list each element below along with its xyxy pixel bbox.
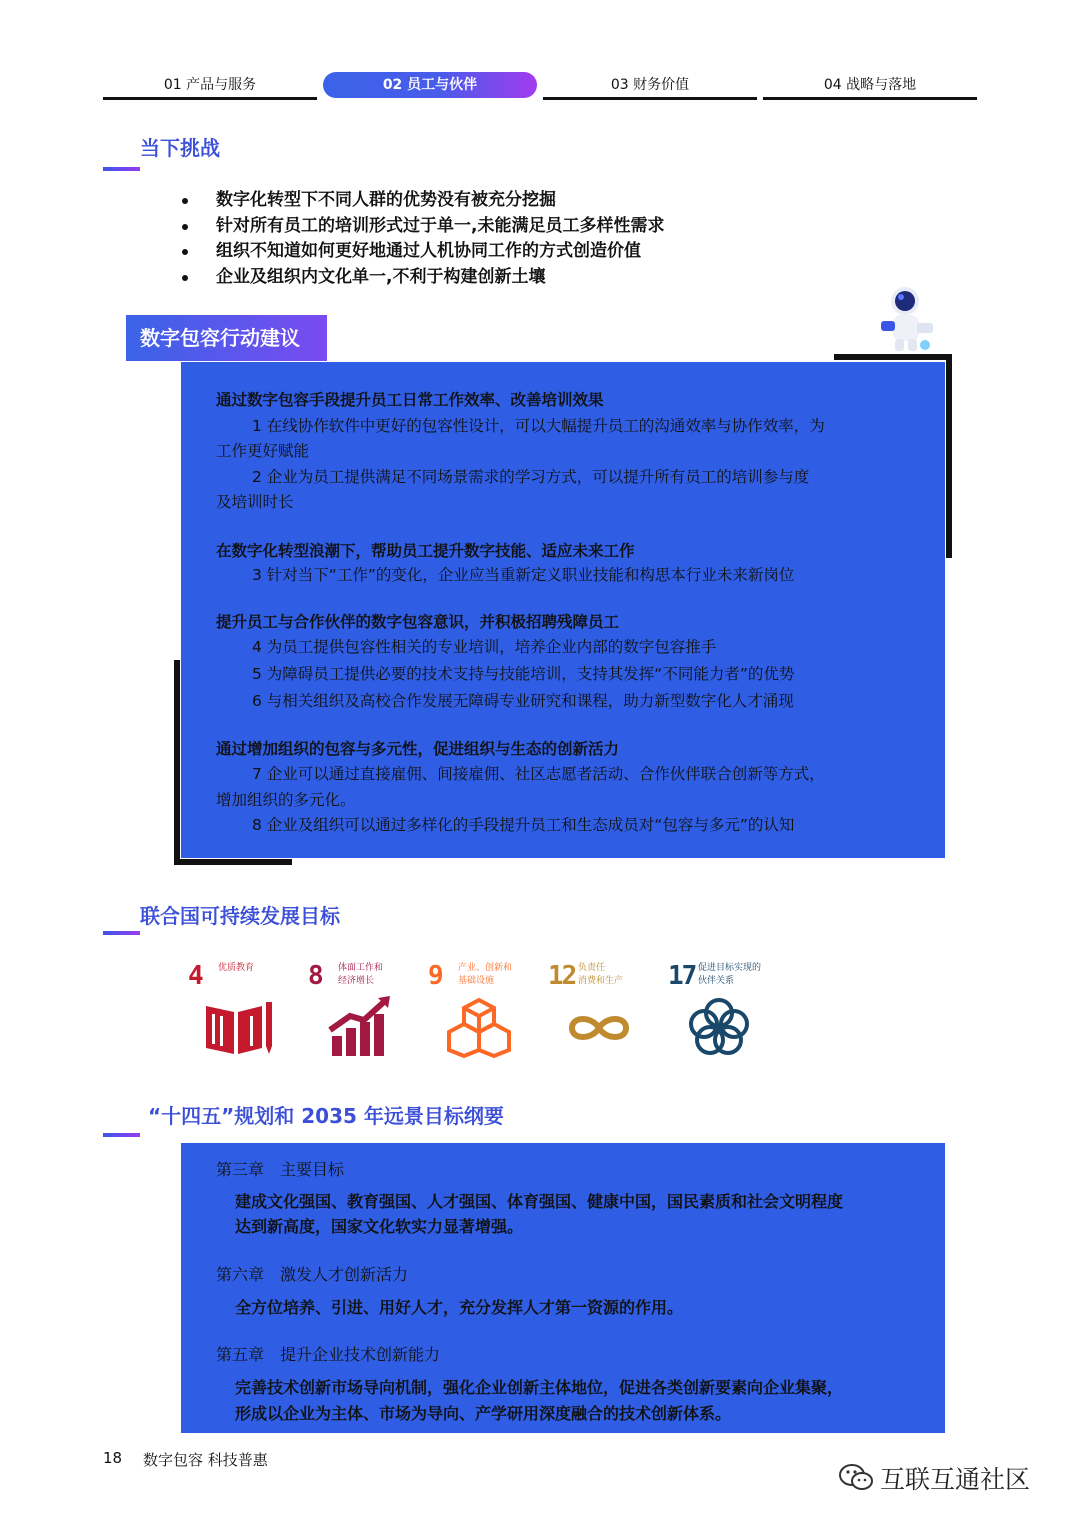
tab-label: 01 产品与服务 xyxy=(163,77,257,93)
tab-strategy-landing[interactable] xyxy=(763,72,977,98)
tab-employees-partners[interactable] xyxy=(323,72,537,98)
chapter-body: 完善技术创新市场导向机制，强化企业创新主体地位，促进各类创新要素向企业集聚， xyxy=(235,1378,844,1397)
sdg-label: 负责任 消费和生产 xyxy=(578,963,624,986)
heading-accent-bar xyxy=(103,931,140,935)
chapter-title: 第三章 主要目标 xyxy=(216,1160,345,1179)
action-group-heading: 提升员工与合作伙伴的数字包容意识，并积极招聘残障员工 xyxy=(216,613,620,631)
action-item: 3 针对当下“工作”的变化，企业应当重新定义职业技能和构思本行业未来新岗位 xyxy=(252,566,795,584)
action-group-heading: 通过增加组织的包容与多元性，促进组织与生态的创新活力 xyxy=(216,740,620,758)
action-item: 2 企业为员工提供满足不同场景需求的学习方式，可以提升所有员工的培训参与度 xyxy=(252,468,810,486)
sdg-goal-12 xyxy=(542,960,654,1066)
tab-label: 04 战略与落地 xyxy=(823,77,917,93)
tab-underline xyxy=(763,97,977,100)
sdg-number: 9 xyxy=(428,961,442,991)
book-pencil-icon xyxy=(204,996,274,1058)
astronaut-illustration xyxy=(873,285,943,355)
challenges-heading: 当下挑战 xyxy=(140,136,220,160)
sdg-label: 产业、创新和 基础设施 xyxy=(458,963,513,986)
chapter-title: 第五章 提升企业技术创新能力 xyxy=(216,1345,441,1364)
plan-heading: “十四五”规划和 2035 年远景目标纲要 xyxy=(148,1104,504,1128)
sdg-number: 12 xyxy=(548,961,576,991)
action-item: 6 与相关组织及高校合作发展无障碍专业研究和课程，助力新型数字化人才涌现 xyxy=(252,692,794,710)
sdg-number: 17 xyxy=(668,961,696,991)
list-item: 数字化转型下不同人群的优势没有被充分挖掘 xyxy=(180,188,664,214)
tab-label: 03 财务价值 xyxy=(610,77,690,93)
sdg-goal-17 xyxy=(662,960,774,1066)
action-item: 8 企业及组织可以通过多样化的手段提升员工和生态成员对“包容与多元”的认知 xyxy=(252,816,795,834)
chapter-body: 建成文化强国、教育强国、人才强国、体育强国、健康中国，国民素质和社会文明程度 xyxy=(235,1192,844,1211)
list-item: 针对所有员工的培训形式过于单一,未能满足员工多样性需求 xyxy=(180,214,664,240)
tab-financial-value[interactable] xyxy=(543,72,757,98)
action-item-continued: 及培训时长 xyxy=(216,493,294,511)
sdg-goal-9 xyxy=(422,960,534,1066)
action-item: 4 为员工提供包容性相关的专业培训，培养企业内部的数字包容推手 xyxy=(252,638,717,656)
tab-underline xyxy=(103,97,317,100)
challenges-list xyxy=(180,188,664,290)
sdg-number: 8 xyxy=(308,961,322,991)
action-item: 5 为障碍员工提供必要的技术支持与技能培训，支持其发挥“不同能力者”的优势 xyxy=(252,665,795,683)
rings-icon xyxy=(684,996,754,1058)
chapter-body: 全方位培养、引进、用好人才，充分发挥人才第一资源的作用。 xyxy=(235,1298,684,1317)
chapter-body: 达到新高度，国家文化软实力显著增强。 xyxy=(235,1217,524,1236)
infinity-icon xyxy=(564,996,634,1058)
frame-corner xyxy=(946,354,952,558)
chapter-title: 第六章 激发人才创新活力 xyxy=(216,1265,409,1284)
growth-chart-icon xyxy=(324,996,394,1058)
heading-accent-bar xyxy=(103,1133,140,1137)
tab-underline xyxy=(543,97,757,100)
action-group-heading: 在数字化转型浪潮下，帮助员工提升数字技能、适应未来工作 xyxy=(216,542,635,560)
action-item: 7 企业可以通过直接雇佣、间接雇佣、社区志愿者活动、合作伙伴联合创新等方式， xyxy=(252,765,825,783)
sdg-number: 4 xyxy=(188,961,202,991)
chapter-body: 形成以企业为主体、市场为导向、产学研用深度融合的技术创新体系。 xyxy=(235,1404,732,1423)
sdg-heading: 联合国可持续发展目标 xyxy=(140,904,340,928)
frame-corner xyxy=(174,660,180,865)
watermark-text: 互联互通社区 xyxy=(880,1465,1031,1494)
list-item: 组织不知道如何更好地通过人机协同工作的方式创造价值 xyxy=(180,239,664,265)
sdg-label: 体面工作和 经济增长 xyxy=(338,963,384,986)
sdg-label: 促进目标实现的 伙伴关系 xyxy=(698,963,762,986)
action-item-continued: 工作更好赋能 xyxy=(216,442,310,460)
tab-products-services[interactable] xyxy=(103,72,317,98)
action-item-continued: 增加组织的多元化。 xyxy=(216,791,356,809)
action-group-heading: 通过数字包容手段提升员工日常工作效率、改善培训效果 xyxy=(216,391,604,409)
list-item: 企业及组织内文化单一,不利于构建创新土壤 xyxy=(180,265,664,291)
page-number: 18 xyxy=(103,1449,123,1467)
sdg-goal-4 xyxy=(182,960,294,1066)
section-nav xyxy=(103,72,977,102)
tab-label: 02 员工与伙伴 xyxy=(382,77,478,93)
frame-corner xyxy=(174,859,292,865)
action-heading: 数字包容行动建议 xyxy=(126,315,327,361)
sdg-label: 优质教育 xyxy=(218,963,255,973)
wechat-icon xyxy=(838,1463,874,1493)
action-item: 1 在线协作软件中更好的包容性设计，可以大幅提升员工的沟通效率与协作效率，为 xyxy=(252,417,825,435)
cubes-icon xyxy=(444,996,514,1058)
heading-accent-bar xyxy=(103,167,140,171)
page-footer-title: 数字包容 科技普惠 xyxy=(143,1451,268,1469)
sdg-goal-8 xyxy=(302,960,414,1066)
